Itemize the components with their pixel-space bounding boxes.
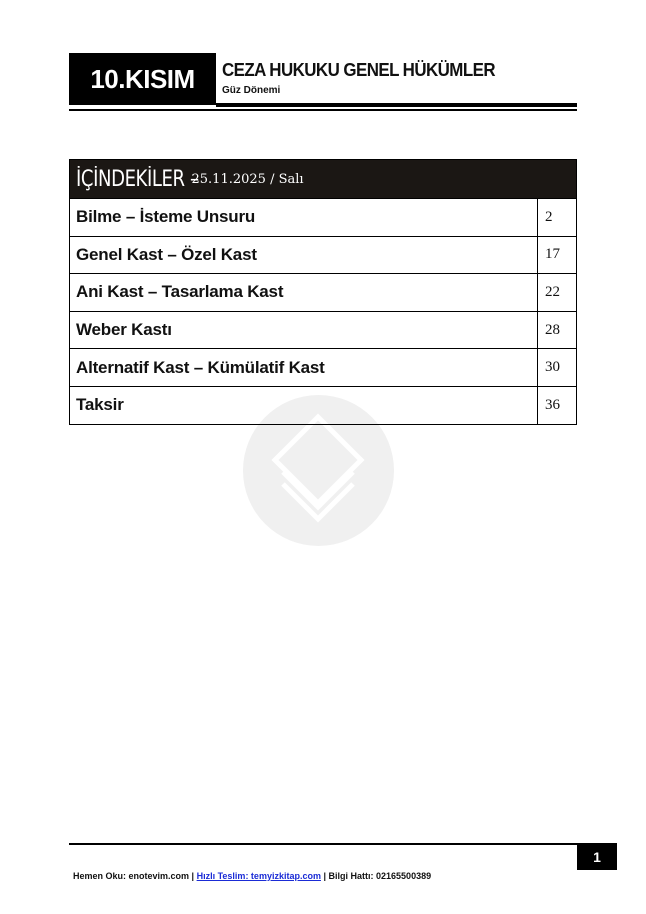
- footer-separator: |: [323, 871, 327, 881]
- toc-item-label: Ani Kast – Tasarlama Kast: [70, 274, 538, 311]
- toc-item-page: 30: [545, 359, 560, 376]
- delivery-link[interactable]: Hızlı Teslim: temyizkitap.com: [196, 871, 321, 881]
- toc-date: 25.11.2025 / Salı: [191, 171, 304, 187]
- footer-read-label: Hemen Oku: enotevim.com: [73, 871, 190, 881]
- toc-row[interactable]: [69, 349, 577, 387]
- table-of-contents: [69, 159, 577, 425]
- footer-separator: |: [191, 871, 195, 881]
- toc-row[interactable]: [69, 237, 577, 275]
- toc-row[interactable]: [69, 387, 577, 425]
- toc-item-label: Alternatif Kast – Kümülatif Kast: [70, 349, 538, 386]
- section-label: 10.KISIM: [90, 63, 195, 94]
- toc-row[interactable]: [69, 274, 577, 312]
- toc-item-page: 36: [545, 396, 560, 413]
- toc-item-label: Weber Kastı: [70, 312, 538, 349]
- toc-item-label: Taksir: [70, 387, 538, 424]
- footer-rule: [69, 843, 577, 845]
- toc-item-page: 17: [545, 246, 560, 263]
- toc-row[interactable]: [69, 312, 577, 350]
- footer-hotline: Bilgi Hattı: 02165500389: [328, 871, 432, 881]
- toc-row[interactable]: [69, 199, 577, 237]
- page-number-badge: [577, 843, 617, 870]
- document-title: CEZA HUKUKU GENEL HÜKÜMLER: [222, 60, 495, 80]
- document-subtitle: Güz Dönemi: [222, 85, 281, 96]
- footer-info: [73, 871, 431, 881]
- toc-item-page: 2: [545, 208, 553, 225]
- toc-item-page: 28: [545, 321, 560, 338]
- header-rule-thin: [69, 109, 577, 111]
- toc-item-label: Bilme – İsteme Unsuru: [70, 199, 538, 236]
- section-badge: [69, 53, 216, 105]
- toc-header: [69, 159, 577, 199]
- toc-heading: İÇİNDEKİLER –: [76, 166, 199, 192]
- toc-item-page: 22: [545, 283, 560, 300]
- toc-item-label: Genel Kast – Özel Kast: [70, 237, 538, 274]
- header-rule-thick: [216, 103, 577, 107]
- page-number: 1: [593, 848, 601, 865]
